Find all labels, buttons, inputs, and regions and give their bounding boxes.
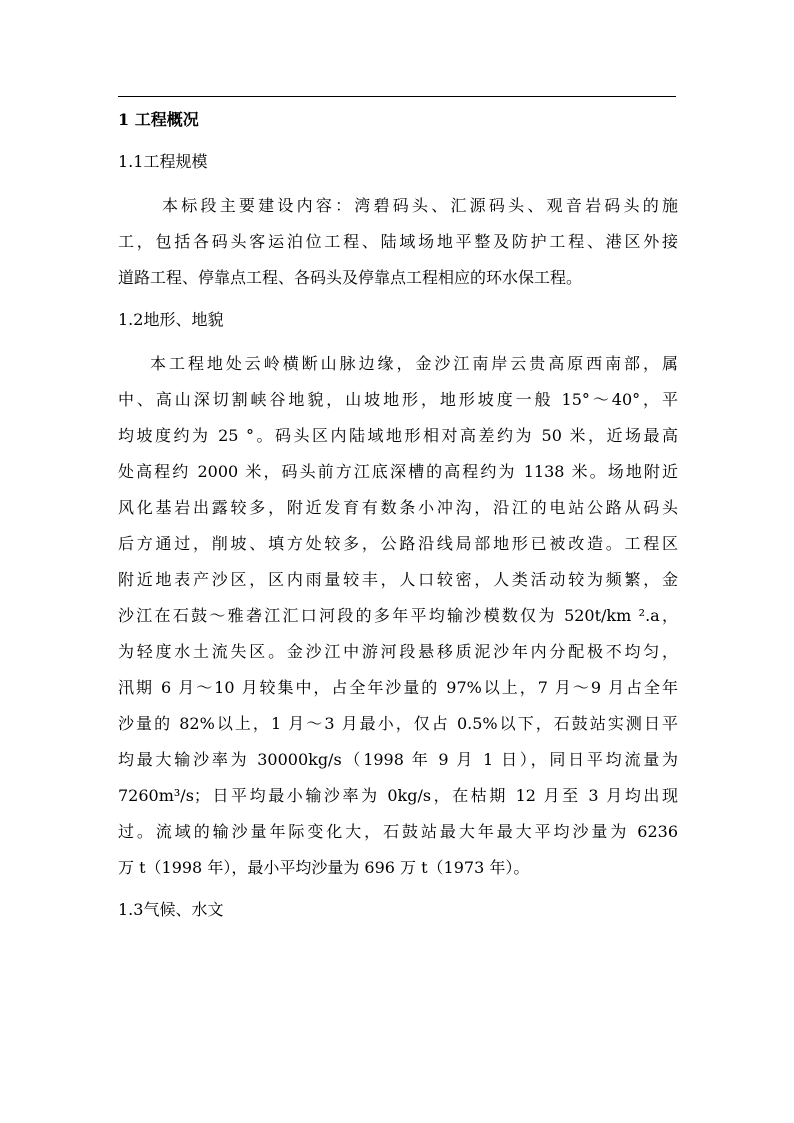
paragraph-line: 工，包括各码头客运泊位工程、陆域场地平整及防护工程、港区外接 <box>118 232 678 251</box>
paragraph-line: 后方通过，削坡、填方处较多，公路沿线局部地形已被改造。工程区 <box>118 534 678 553</box>
paragraph-line: 7260m³/s；日平均最小输沙率为 0kg/s，在枯期 12 月至 3 月均出现 <box>118 786 678 805</box>
paragraph-line: 本标段主要建设内容：湾碧码头、汇源码头、观音岩码头的施 <box>162 196 678 215</box>
paragraph-line: 均坡度约为 25 °。码头区内陆域地形相对高差约为 50 米，近场最高 <box>118 426 678 445</box>
section-heading-1-2: 1.2地形、地貌 <box>118 310 224 329</box>
section-heading-1-3: 1.3气候、水文 <box>118 900 224 919</box>
paragraph-line: 为轻度水土流失区。金沙江中游河段悬移质泥沙年内分配极不均匀， <box>118 642 678 661</box>
paragraph-line: 过。流域的输沙量年际变化大，石鼓站最大年最大平均沙量为 6236 <box>118 822 678 841</box>
paragraph-line: 道路工程、停靠点工程、各码头及停靠点工程相应的环水保工程。 <box>118 268 583 287</box>
paragraph-project-scale <box>118 188 678 296</box>
paragraph-line: 沙量的 82%以上，1 月～3 月最小，仅占 0.5%以下，石鼓站实测日平 <box>118 714 678 733</box>
paragraph-line: 均最大输沙率为 30000kg/s（1998 年 9 月 1 日），同日平均流量为 <box>118 750 678 769</box>
header-rule <box>118 96 676 97</box>
paragraph-line: 处高程约 2000 米，码头前方江底深槽的高程约为 1138 米。场地附近 <box>118 462 678 481</box>
paragraph-line: 中、高山深切割峡谷地貌，山坡地形，地形坡度一般 15°～40°，平 <box>118 390 678 409</box>
paragraph-line: 万 t（1998 年），最小平均沙量为 696 万 t（1973 年）。 <box>118 858 530 877</box>
paragraph-terrain <box>118 346 678 886</box>
paragraph-line: 汛期 6 月～10 月较集中，占全年沙量的 97%以上，7 月～9 月占全年 <box>118 678 678 697</box>
paragraph-line: 附近地表产沙区，区内雨量较丰，人口较密，人类活动较为频繁，金 <box>118 570 678 589</box>
paragraph-line: 沙江在石鼓～雅砻江汇口河段的多年平均输沙模数仅为 520t/km ².a， <box>118 606 678 625</box>
document-body <box>118 104 678 936</box>
paragraph-line: 本工程地处云岭横断山脉边缘，金沙江南岸云贵高原西南部，属 <box>150 354 678 373</box>
section-heading-1: 1 工程概况 <box>118 110 199 129</box>
paragraph-line: 风化基岩出露较多，附近发育有数条小冲沟，沿江的电站公路从码头 <box>118 498 678 517</box>
section-heading-1-1: 1.1工程规模 <box>118 152 208 171</box>
